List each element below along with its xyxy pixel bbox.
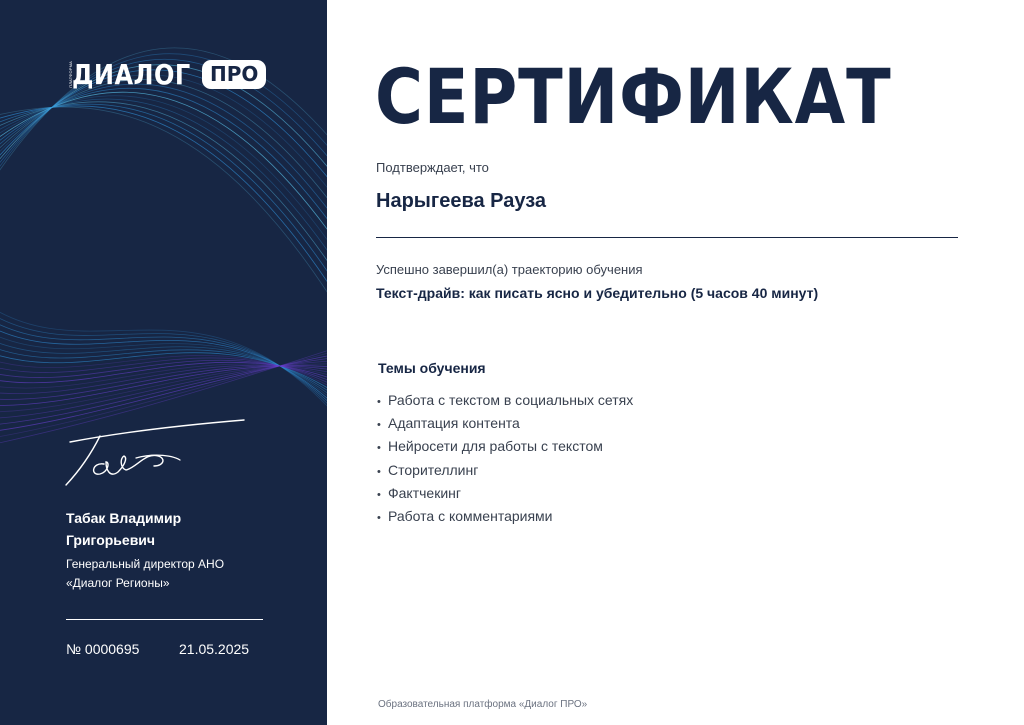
- wave-line: [0, 84, 327, 226]
- list-item: [377, 506, 633, 529]
- wave-line: [0, 365, 327, 393]
- wave-line: [0, 361, 327, 420]
- certificate-number: № 0000695: [66, 641, 140, 657]
- recipient-name: Нарыгеева Рауза: [376, 190, 547, 212]
- wave-line: [0, 314, 327, 413]
- footer-platform: Образовательная платформа «Диалог ПРО»: [378, 699, 588, 710]
- logo-pro-badge: ПРО: [202, 60, 266, 89]
- topic-label: Работа с комментариями: [388, 507, 553, 524]
- wave-line: [0, 80, 327, 215]
- wave-line: [0, 75, 327, 204]
- signer-title-line1: Генеральный директор АНО: [66, 557, 225, 571]
- logo-wordmark: ДИАЛОГ: [72, 57, 191, 91]
- signer-name: [66, 507, 266, 551]
- wave-line: [0, 102, 327, 280]
- sidebar-divider: [66, 619, 263, 620]
- bullet-icon: •: [377, 396, 381, 408]
- list-item: [377, 436, 633, 459]
- topic-label: Фактчекинг: [388, 484, 461, 501]
- certificate-body: [327, 0, 1024, 725]
- bullet-icon: •: [377, 488, 381, 501]
- bullet-icon: •: [377, 442, 381, 455]
- bullet-icon: •: [377, 465, 381, 478]
- decorative-waves: [0, 0, 327, 725]
- certificate-title: СЕРТИФИКАТ: [375, 52, 892, 141]
- certificate-date: 21.05.2025: [179, 641, 250, 657]
- sidebar-panel: [0, 0, 327, 725]
- topic-label: Нейросети для работы с текстом: [388, 438, 603, 455]
- signer-name-line1: Табак Владимир: [66, 510, 182, 526]
- list-item: [377, 413, 633, 436]
- signature-image: [62, 412, 252, 492]
- wave-line: [0, 307, 327, 417]
- topics-list: [377, 390, 633, 529]
- wave-line: [0, 106, 327, 301]
- topic-label: Сторителлинг: [388, 461, 479, 478]
- signer-title: [66, 555, 276, 593]
- bullet-icon: •: [377, 511, 381, 524]
- bullet-icon: •: [377, 419, 381, 432]
- list-item: [377, 460, 633, 483]
- topic-label: Адаптация контента: [388, 415, 520, 432]
- topic-label: Работа с текстом в социальных сетях: [388, 392, 634, 408]
- list-item: [377, 483, 633, 506]
- completed-text: Успешно завершил(а) траекторию обучения: [376, 262, 643, 277]
- confirms-text: Подтверждает, что: [376, 160, 489, 175]
- wave-line: [0, 96, 327, 258]
- recipient-divider: [376, 237, 958, 238]
- wave-line: [0, 107, 327, 312]
- wave-line: [0, 366, 327, 406]
- dialog-pro-logo: [68, 57, 259, 91]
- topics-heading: Темы обучения: [378, 360, 486, 376]
- wave-line: [0, 104, 327, 290]
- signer-name-line2: Григорьевич: [66, 532, 156, 548]
- signer-title-line2: «Диалог Регионы»: [66, 576, 170, 590]
- list-item: [377, 390, 633, 413]
- logo-small-text: ПЛАТФОРМА: [68, 61, 73, 88]
- course-title: Текст-драйв: как писать ясно и убедительно (5 часов 40 минут): [376, 285, 819, 301]
